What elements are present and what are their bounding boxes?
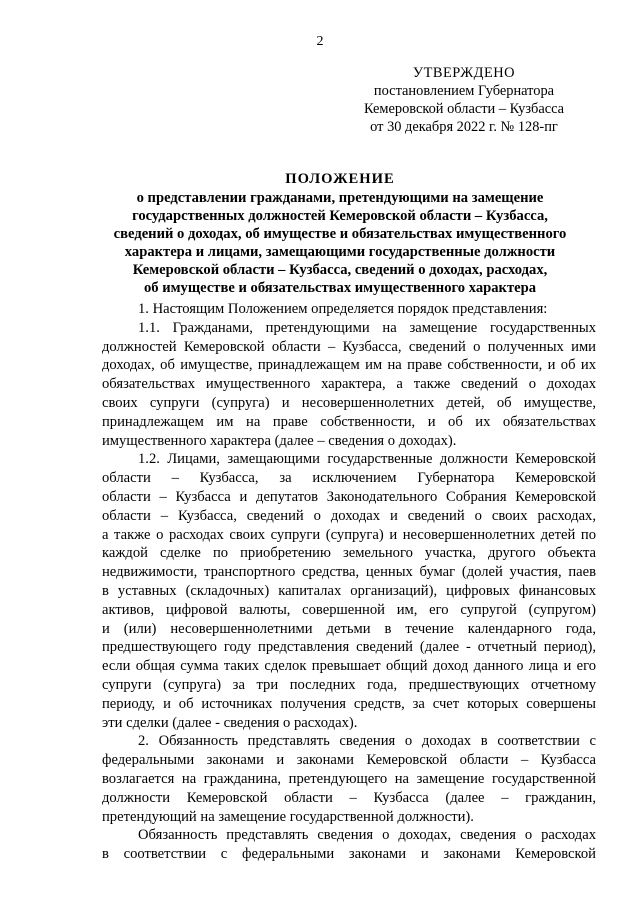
paragraph-line: области – Кузбасса, за исключением Губернатора Кемеровской	[102, 470, 596, 487]
paragraph-line: в соответствии с федеральными законами и законами Кемеровской	[102, 846, 596, 863]
paragraph-line: предшествующего году представления сведений (далее - отчетный период),	[102, 639, 596, 656]
paragraph-line: каждой сделке по приобретению земельного участка, другого объекта	[102, 545, 596, 562]
paragraph-line: возлагается на гражданина, претендующего на замещение государственной	[102, 770, 596, 787]
paragraph-line: обязательствах имущественного характера, а также сведений о доходах	[102, 376, 596, 393]
document-title-line: характера и лицами, замещающими государственные должности	[124, 244, 556, 260]
approval-stamp	[334, 64, 594, 136]
paragraph-line: 1. Настоящим Положением определяется порядок представления:	[138, 301, 548, 317]
paragraph-line: своих супруги (супруга) и несовершеннолетних детей, об имуществе,	[102, 394, 596, 411]
approval-line: Кемеровской области – Кузбасса	[363, 101, 565, 117]
paragraph-line: должностей Кемеровской области – Кузбасса, сведений о полученных ими	[102, 338, 596, 355]
document-title-main: ПОЛОЖЕНИЕ	[285, 171, 395, 187]
paragraph-line: 1.2. Лицами, замещающими государственные должности Кемеровской	[138, 451, 596, 468]
document-body	[102, 300, 596, 864]
paragraph-line: супруги (супруга) за три последних года, предшествующих отчетному	[102, 676, 596, 693]
paragraph-line: федеральными законами и законами Кемеровской области – Кузбасса	[102, 752, 596, 769]
paragraph-line: принадлежащем им на праве собственности, и об их обязательствах	[102, 413, 596, 430]
document-title-line: о представлении гражданами, претендующими на замещение	[136, 190, 544, 206]
paragraph-line: Обязанность представлять сведения о доходах, сведения о расходах	[138, 827, 596, 844]
document-title	[110, 170, 570, 297]
paragraph-line: активов, цифровой валюты, совершенной им, его супругой (супругом)	[102, 601, 596, 618]
paragraph-line: претендующий на замещение государственной должности).	[102, 808, 474, 825]
paragraph-line: должности Кемеровской области – Кузбасса (далее – гражданин,	[102, 789, 596, 806]
paragraph-line: доходах, об имуществе, принадлежащем им на праве собственности, и об их	[102, 357, 596, 374]
document-title-line: об имуществе и обязательствах имущественного характера	[143, 280, 537, 296]
paragraph-line: если общая сумма таких сделок превышает общий доход данного лица и его	[102, 658, 596, 675]
approval-line: от 30 декабря 2022 г. № 128-пг	[370, 119, 558, 135]
paragraph-line: а также о расходах своих супруги (супруга) и несовершеннолетних детей по	[102, 526, 596, 543]
paragraph-line: недвижимости, транспортного средства, ценных бумаг (долей участия, паев	[102, 564, 596, 581]
paragraph-line: и (или) несовершеннолетними детьми в течение календарного года,	[102, 620, 596, 637]
paragraph-line: эти сделки (далее - сведения о расходах).	[102, 714, 358, 731]
paragraph-line: в уставных (складочных) капиталах организаций), цифровых финансовых	[102, 582, 596, 599]
document-title-line: Кемеровской области – Кузбасса, сведений о доходах, расходах,	[132, 262, 548, 278]
paragraph-line: 2. Обязанность представлять сведения о доходах в соответствии с	[138, 733, 596, 750]
paragraph-line: 1.1. Гражданами, претендующими на замещение государственных	[138, 319, 596, 336]
paragraph-line: области – Кузбасса, сведений о доходах и сведений о своих расходах,	[102, 507, 596, 524]
paragraph-line: области – Кузбасса и депутатов Законодательного Собрания Кемеровской	[102, 488, 596, 505]
approval-line: постановлением Губернатора	[373, 83, 555, 99]
paragraph-line: периоду, и об источниках получения средств, за счет которых совершены	[102, 695, 596, 712]
page-number: 2	[316, 34, 324, 49]
document-title-line: государственных должностей Кемеровской области – Кузбасса,	[132, 208, 548, 224]
document-title-line: сведений о доходах, об имуществе и обязательствах имущественного	[113, 226, 567, 242]
approval-title: УТВЕРЖДЕНО	[412, 65, 516, 81]
paragraph-line: имущественного характера (далее – сведения о доходах).	[102, 432, 457, 449]
